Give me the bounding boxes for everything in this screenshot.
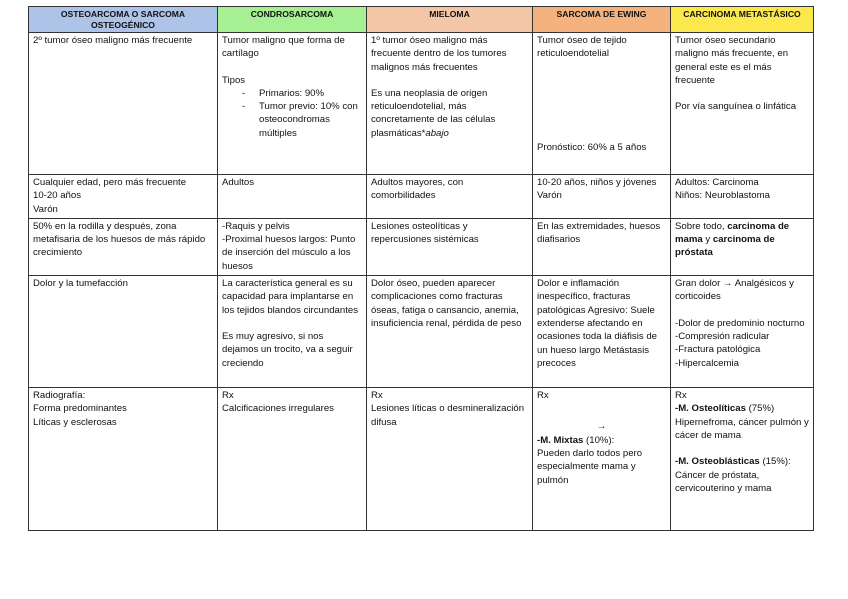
cell-meta-clinical xyxy=(671,276,814,388)
text: Tipos xyxy=(222,74,246,86)
list-item: -Hipercalcemia xyxy=(675,357,739,369)
text: 50% en la rodilla y después, zona metafisaria de los huesos de más rápido crecimiento xyxy=(33,220,206,259)
text: Dolor e inflamación inespecífico, fracturas patológicas Agresivo: Suele extenderse afectando en ocasiones toda la diáfisis de un hueso largo Metástasis precoces xyxy=(537,278,657,369)
row-clinical xyxy=(29,276,814,388)
text: Tumor óseo de tejido reticuloendotelial xyxy=(537,35,627,60)
cell-meta-age xyxy=(671,175,814,219)
cell-meta-definition xyxy=(671,33,814,175)
text: La característica general es su capacidad para implantarse en los tejidos blandos circundantes xyxy=(222,278,358,316)
cell-ewing-location xyxy=(533,218,671,275)
header-osteosarcoma: OSTEOARCOMA O SARCOMA OSTEOGÉNICO xyxy=(29,7,218,33)
text: -Proximal huesos largos: Punto de inserción del músculo a los huesos xyxy=(222,234,356,272)
text: Calcificaciones irregulares xyxy=(222,403,334,415)
text: Forma predominantes xyxy=(33,403,127,415)
list-item: -Compresión radicular xyxy=(675,330,770,342)
list-item: -Dolor de predominio nocturno xyxy=(675,317,805,329)
cell-condro-age xyxy=(218,175,367,219)
text: Pueden darlo todos pero especialmente mama y pulmón xyxy=(537,447,643,486)
text: Rx xyxy=(222,390,234,402)
text: Por vía sanguínea o linfática xyxy=(675,101,797,113)
tipos-list xyxy=(222,87,362,140)
row-definition xyxy=(29,33,814,175)
cell-mieloma-rx xyxy=(367,388,533,531)
text: Varón xyxy=(33,203,58,215)
text: -M. Osteolíticas (75%) xyxy=(675,403,775,415)
cell-condro-location xyxy=(218,218,367,275)
text: Rx xyxy=(371,390,383,402)
row-location xyxy=(29,218,814,275)
cell-mieloma-location xyxy=(367,218,533,275)
text: Lesiones osteolíticas y repercusiones sistémicas xyxy=(371,220,479,246)
text: Adultos xyxy=(222,177,254,188)
text: Niños: Neuroblastoma xyxy=(675,190,770,202)
cell-ewing-definition xyxy=(533,33,671,175)
list-item: -Fractura patológica xyxy=(675,344,761,356)
cell-ewing-clinical xyxy=(533,276,671,388)
text: 10-20 años xyxy=(33,190,82,202)
text: En las extremidades, huesos diafisarios xyxy=(537,220,661,246)
text: Cualquier edad, pero más frecuente xyxy=(33,177,187,188)
header-carcinoma-metastasico: CARCINOMA METASTÁSICO xyxy=(671,7,814,33)
list-item: - Primarios: 90% xyxy=(222,87,362,100)
cell-mieloma-definition xyxy=(367,33,533,175)
text: Es una neoplasia de origen reticuloendotelial, más concretamente de las células plasmáticas*abajo xyxy=(371,87,496,139)
text: Es muy agresivo, si nos dejamos un trocito, va a seguir creciendo xyxy=(222,330,353,369)
cell-condro-clinical xyxy=(218,276,367,388)
arrow-icon: → xyxy=(596,421,607,433)
text: 2º tumor óseo maligno más frecuente xyxy=(33,35,193,46)
text: Dolor y la tumefacción xyxy=(33,278,128,290)
text: 1º tumor óseo maligno más frecuente dentro de los tumores malignos más frecuentes xyxy=(371,35,507,73)
text: Cáncer de próstata, cervicouterino y mama xyxy=(675,469,772,494)
text: Lesiones líticas o desmineralización difusa xyxy=(371,403,525,428)
text: Pronóstico: 60% a 5 años xyxy=(537,141,647,153)
text: Rx xyxy=(537,390,549,402)
text: Adultos mayores, con comorbilidades xyxy=(371,177,464,202)
text: -M. Osteoblásticas (15%): xyxy=(675,456,791,468)
cell-meta-rx xyxy=(671,388,814,531)
text: Adultos: Carcinoma xyxy=(675,177,759,188)
cell-osteo-clinical xyxy=(29,276,218,388)
cell-condro-definition xyxy=(218,33,367,175)
text: Radiografía: xyxy=(33,390,86,402)
text: Rx xyxy=(675,390,687,402)
cell-meta-location xyxy=(671,218,814,275)
header-condrosarcoma: CONDROSARCOMA xyxy=(218,7,367,33)
text: Tumor óseo secundario maligno más frecuente, en general este es el más frecuente xyxy=(675,35,789,86)
cell-ewing-age xyxy=(533,175,671,219)
cell-condro-rx xyxy=(218,388,367,531)
header-mieloma: MIELOMA xyxy=(367,7,533,33)
text: Líticas y esclerosas xyxy=(33,416,117,428)
text: -Raquis y pelvis xyxy=(222,220,290,232)
cell-mieloma-clinical xyxy=(367,276,533,388)
text: Sobre todo, carcinoma de mama y carcinoma de próstata xyxy=(675,220,790,259)
cell-osteo-definition xyxy=(29,33,218,175)
row-radiography xyxy=(29,388,814,531)
text: Varón xyxy=(537,190,562,202)
header-row xyxy=(29,7,814,33)
text: Gran dolor → Analgésicos y corticoides xyxy=(675,278,794,303)
cell-osteo-location xyxy=(29,218,218,275)
row-age xyxy=(29,175,814,219)
text: Tumor maligno que forma de cartílago xyxy=(222,35,345,60)
list-item: - Tumor previo: 10% con osteocondromas múltiples xyxy=(222,100,362,140)
cell-osteo-rx xyxy=(29,388,218,531)
text: 10-20 años, niños y jóvenes xyxy=(537,177,657,188)
text: -M. Mixtas (10%): xyxy=(537,434,615,446)
comparison-table xyxy=(28,6,814,531)
text: Dolor óseo, pueden aparecer complicaciones como fracturas óseas, fatiga o cansancio, anemia, insuficiencia renal, pérdida de peso xyxy=(371,278,522,329)
text: Hipernefroma, cáncer pulmón y cácer de mama xyxy=(675,416,809,441)
cell-osteo-age xyxy=(29,175,218,219)
cell-ewing-rx xyxy=(533,388,671,531)
header-ewing: SARCOMA DE EWING xyxy=(533,7,671,33)
cell-mieloma-age xyxy=(367,175,533,219)
